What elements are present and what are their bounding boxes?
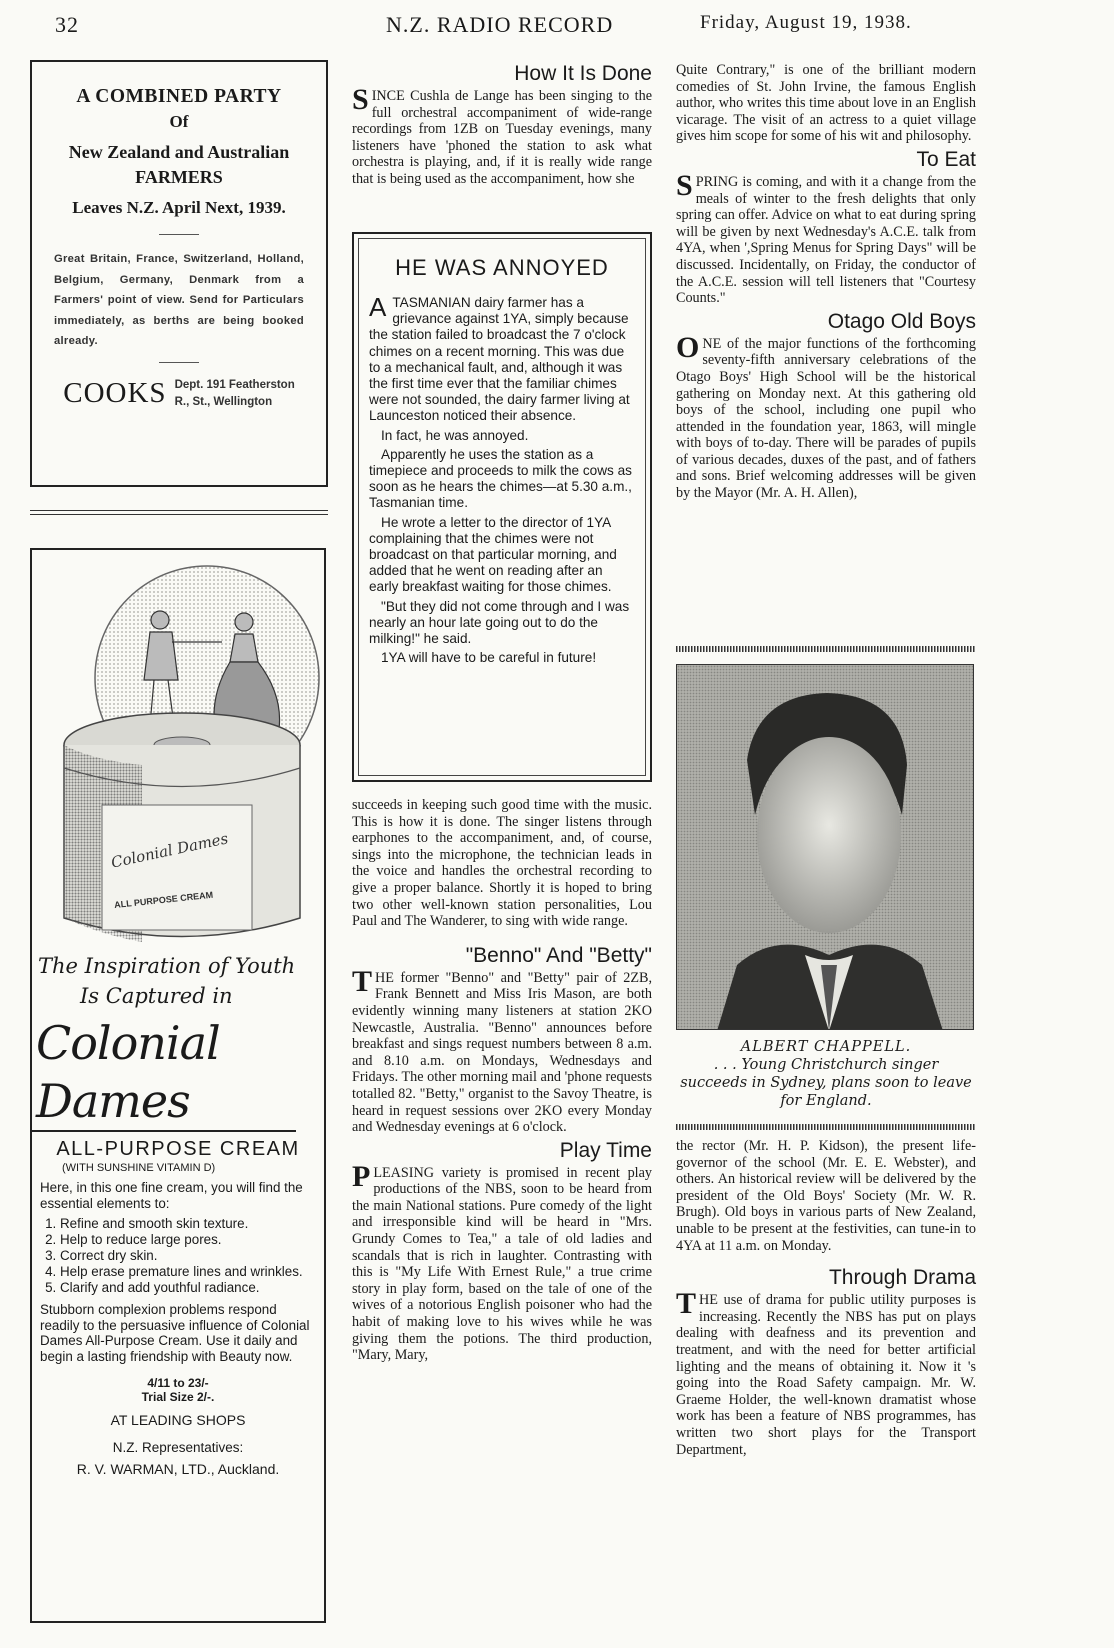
jar-label-brand: Colonial Dames [109,829,230,872]
annoyed-p2: In fact, he was annoyed. [381,427,529,443]
dropcap: T [352,964,373,998]
cream-jar-illustration [32,550,324,950]
cooks-ad [30,60,328,487]
right-column-lower [676,1138,976,1458]
portrait-image [677,665,974,1030]
how-it-is-done-title: How It Is Done [514,62,652,85]
caption-text: . . . Young Christchurch singer succeeds in Sydney, plans soon to leave for England. [680,1057,972,1109]
dropcap: T [676,1287,697,1321]
dropcap: P [352,1159,371,1193]
cream-benefits-list [32,1216,324,1296]
section-divider [30,510,328,515]
right-column-upper [676,62,976,502]
he-was-annoyed-title: HE WAS ANNOYED [395,255,609,280]
play-time-body [352,1159,652,1364]
albert-chappell-photo [676,664,974,1030]
benno-betty-body [352,964,652,1136]
annoyed-p1: TASMANIAN dairy farmer has a grievance against 1YA, simply because the station failed to broadcast the 7 o'clock chimes on a recent morning. This was due to a mechanical fault, and, although it was the first time ever that the familiar chimes were not sounded, the dairy farmer living at Launceston noticed their absence. [369,295,630,424]
cream-tagline-2: Is Captured in [80,984,233,1008]
annoyed-p4: He wrote a letter to the director of 1YA complaining that the chimes were not broadcast on that particular morning, and added that he went on reading after an early breakfast waiting for those chimes. [369,514,617,595]
cooks-ad-line1: A COMBINED PARTY [76,86,282,107]
cooks-brand: COOKS [63,377,167,409]
dropcap: O [676,330,700,364]
cream-where: AT LEADING SHOPS [110,1412,246,1428]
cream-body: Stubborn complexion problems respond readily to the persuasive influence of Colonial Dames All-Purpose Cream. Use it daily and begin a lasting friendship with Beauty now. [40,1302,310,1364]
dropcap: A [369,292,387,322]
publication-title: N.Z. RADIO RECORD [386,12,614,37]
play-time-continued: Quite Contrary," is one of the brilliant modern comedies of St. John Irvine, the famous English author, who writes this time about love in an English vicarage. The visit of an actress to a quiet village gives him scope for some of his wit and philosophy. [676,62,976,145]
cooks-ad-line2: Of [169,112,189,131]
list-item: 4. Help erase premature lines and wrinkles. [60,1264,324,1280]
page-number: 32 [55,12,79,37]
list-item: 3. Correct dry skin. [60,1248,324,1264]
middle-column-lower [352,797,652,1364]
how-it-is-done-article [352,62,652,188]
divider [159,362,199,363]
cream-subtitle: (WITH SUNSHINE VITAMIN D) [62,1162,216,1174]
through-drama-title: Through Drama [828,1266,976,1290]
otago-title: Otago Old Boys [827,309,976,333]
dotted-rule [676,646,976,652]
otago-text: NE of the major functions of the forthcoming seventy-fifth anniversary celebrations of the Otago Boys' High School will be the historical gathering on Monday next. At this gathering old boys of the school, including one pupil who attended in the foundation year, 1863, will mingle with boys of to-day. There will be parades of pupils of various decades, duxes of the past, and of fathers and sons. Brief welcoming addresses will be given by the Mayor (Mr. A. H. Allen), [676,335,976,502]
colonial-dames-ad [30,548,326,1623]
dropcap: S [676,168,693,202]
how-it-is-done-para2: succeeds in keeping such good time with the music. This is how it is done. The singer listens through earphones to the accompaniment, and, of course, sings into the microphone, the technician leads in the voice and handles the orchestral recording to give a proper balance. Shortly it is hoped to bring two other well-known station personalities, Lou Paul and The Wanderer, to sing with wide range. [352,797,652,930]
to-eat-text: PRING is coming, and with it a change from the meals of winter to the fresh delights that only spring can offer. Advice on what to eat during spring will be given by next Wednesday's A.C.E. talk from 4YA, when ',Spring Menus for Spring Days" will be discussed. Incidentally, on Friday, the conductor of the A.C.E. session will tell listeners that "Courtesy Counts." [676,173,976,307]
how-it-is-done-para1: INCE Cushla de Lange has been singing to the full orchestral accompaniment of wide-range recordings from 1ZB on Tuesday evenings, many listeners have 'phoned the station to ask what orchestra is playing, and, if it is really wide range that is being used as the accompaniment, how she [352,88,652,187]
cream-brand-script: Colonial Dames [32,1014,296,1132]
he-was-annoyed-box [352,232,652,782]
cream-trial-size: Trial Size 2/-. [141,1390,215,1404]
cream-price: 4/11 to 23/- [147,1376,209,1390]
benno-betty-title: "Benno" And "Betty" [465,943,652,967]
cooks-address-2: R., St., Wellington [174,395,273,408]
otago-continued: the rector (Mr. H. P. Kidson), the present life-governor of the school (Mr. E. E. Webster), and others. An historical review will be delivered by the president of the Old Boys' Society (Mr. W. R. Brugh). Old boys in various parts of New Zealand, unable to be present at the festivities, can tune-in to 4YA at 11 a.m. on Monday. [676,1138,976,1254]
through-drama-body [676,1287,976,1458]
otago-body [676,330,976,502]
issue-date: Friday, August 19, 1938. [700,12,912,33]
dotted-rule [676,1124,976,1130]
cream-intro: Here, in this one fine cream, you will find the essential elements to: [40,1180,303,1211]
cooks-ad-line3: New Zealand and Australian [68,142,290,162]
annoyed-p5: "But they did not come through and I was nearly an hour late going out to do the milking!" he said. [369,598,630,647]
annoyed-p6: 1YA will have to be careful in future! [381,650,597,666]
play-time-text: LEASING variety is promised in recent play productions of the NBS, soon to be heard from the main National stations. Pure comedy of the light and irresponsible kind will be heard in "Mrs. Grundy Comes to Tea," a tale of old ladies and scandals that is rich in laughter. Contrasting with this is "My Life With Ernest Rule," a true crime story in play form, based on the tale of one of the wives of a notorious English poisoner who had the habit of making love to his wives while he was giving them the potions. The third production, "Mary, Mary, [352,1164,652,1364]
to-eat-body [676,168,976,307]
how-it-is-done-body [352,83,652,188]
cream-product-name: ALL-PURPOSE CREAM [56,1138,300,1160]
photo-caption [676,1038,976,1110]
annoyed-p3: Apparently he uses the station as a timepiece and proceeds to milk the cows as soon as he hears the chimes—at 5.30 a.m., Tasmanian time. [369,446,632,511]
caption-name: ALBERT CHAPPELL. [740,1039,912,1055]
jar-label-product: ALL PURPOSE CREAM [113,889,214,911]
through-drama-text: HE use of drama for public utility purposes is increasing. Recently the NBS has put on plays dealing with deafness and its prevention and treatment, and with the need for better artificial lighting and the means of obtaining it. Now it 's going into the Road Safety campaign. Mr. W. Graeme Holder, the well-known dramatist whose work has been a feature of NBS programmes, has written two short plays for the Transport Department, [676,1292,976,1458]
he-was-annoyed-body [369,292,635,666]
cream-reps-label: N.Z. Representatives: [112,1440,244,1455]
dropcap: S [352,83,369,116]
cooks-ad-line5: Leaves N.Z. April Next, 1939. [72,198,286,217]
benno-betty-text: HE former "Benno" and "Betty" pair of 2ZB, Frank Bennett and Miss Iris Mason, are both evidently winning many listeners at station 2KO Newcastle, Australia. "Benno" announces before breakfast and sings request numbers between 8 a.m. and 8.10 a.m. on Mondays, Wednesdays and Fridays. The other morning mail and 'phone requests totalled 82. "Betty," organist to the Savoy Theatre, is heard in request sessions over 2KO every Monday and Wednesday evenings at 6 o'clock. [352,969,652,1136]
face [757,737,901,933]
divider [159,234,199,235]
cream-tagline-1: The Inspiration of Youth [38,954,296,978]
cooks-ad-body: Great Britain, France, Switzerland, Holland, Belgium, Germany, Denmark from a Farmers' point of view. Send for Particulars immediately, as berths are being booked already. [54,253,304,347]
to-eat-title: To Eat [916,147,976,171]
list-item: 5. Clarify and add youthful radiance. [60,1280,324,1296]
cooks-address-1: Dept. 191 Featherston [174,378,295,391]
cream-reps: R. V. WARMAN, LTD., Auckland. [76,1461,280,1477]
list-item: 1. Refine and smooth skin texture. [60,1216,324,1232]
list-item: 2. Help to reduce large pores. [60,1232,324,1248]
play-time-title: Play Time [559,1138,652,1162]
cooks-ad-line4: FARMERS [135,167,223,187]
